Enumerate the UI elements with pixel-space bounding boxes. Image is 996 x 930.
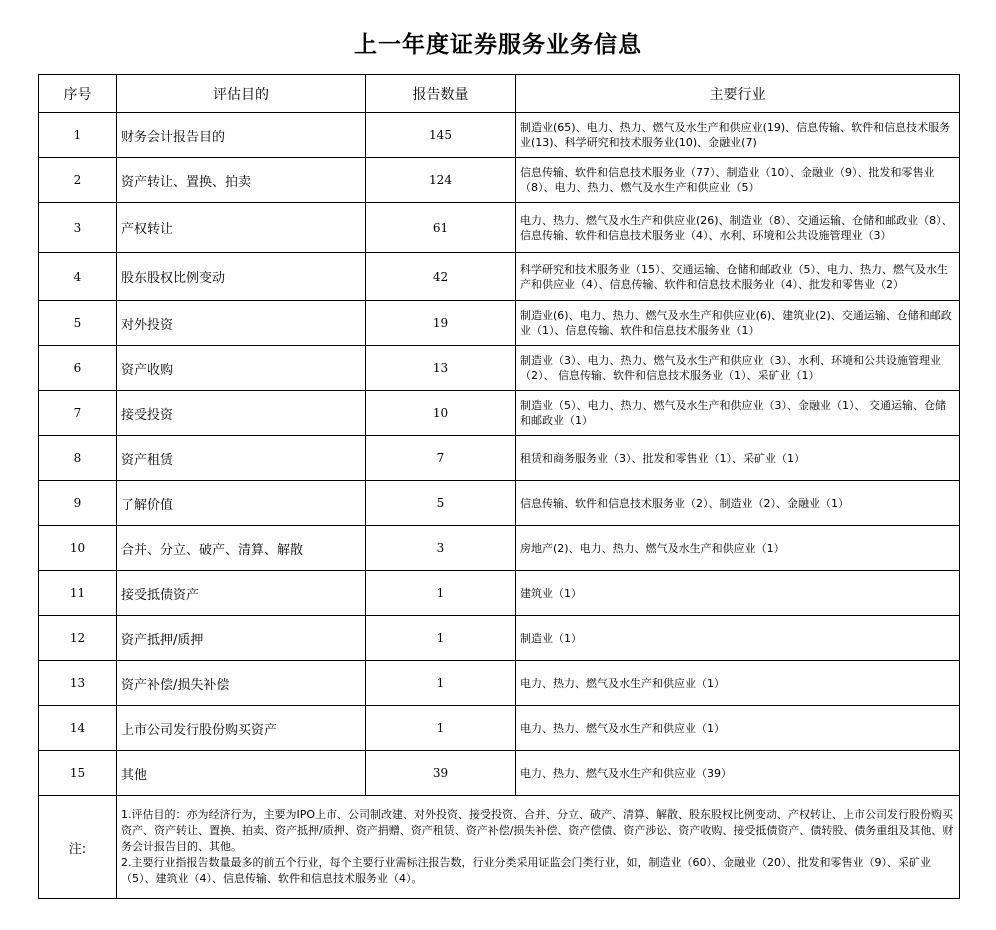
row-purpose: 资产收购 <box>117 346 366 391</box>
table-header-row <box>39 75 960 113</box>
note-line-1: 1.评估目的：亦为经济行为，主要为IPO上市、公司制改建、对外投资、接受投资、合并、分立、破产、清算、解散、股东股权比例变动、产权转让、上市公司发行股份购买资产、资产转让、置换、拍卖、资产抵押/质押、资产捐赠、资产租赁、资产补偿/损失补偿、资产偿债、资产涉讼、资产收购、接受抵债资产、债转股、债务重组及其他、财务会计报告目的、其他。 <box>121 808 954 853</box>
row-index: 11 <box>39 571 117 616</box>
row-industry: 制造业（1） <box>516 616 960 661</box>
row-industry: 电力、热力、燃气及水生产和供应业(26)、制造业（8）、交通运输、仓储和邮政业（8）、信息传输、软件和信息技术服务业（4）、水利、环境和公共设施管理业（3） <box>516 203 960 253</box>
header-index: 序号 <box>39 75 117 113</box>
table-row <box>39 391 960 436</box>
row-purpose: 资产抵押/质押 <box>117 616 366 661</box>
row-count: 3 <box>366 526 516 571</box>
row-purpose: 股东股权比例变动 <box>117 253 366 301</box>
row-count: 42 <box>366 253 516 301</box>
row-index: 7 <box>39 391 117 436</box>
table-row <box>39 616 960 661</box>
row-count: 61 <box>366 203 516 253</box>
table-row <box>39 301 960 346</box>
table-row <box>39 571 960 616</box>
note-line-2: 2.主要行业指报告数量最多的前五个行业，每个主要行业需标注报告数，行业分类采用证监会门类行业，如，制造业（60）、金融业（20）、批发和零售业（9）、采矿业（5）、建筑业（4）、信息传输、软件和信息技术服务业（4）。 <box>121 856 931 885</box>
row-index: 3 <box>39 203 117 253</box>
row-count: 5 <box>366 481 516 526</box>
row-purpose: 财务会计报告目的 <box>117 113 366 158</box>
row-purpose: 了解价值 <box>117 481 366 526</box>
row-industry: 制造业（3）、电力、热力、燃气及水生产和供应业（3）、水利、环境和公共设施管理业（2）、 信息传输、软件和信息技术服务业（1）、采矿业（1） <box>516 346 960 391</box>
row-index: 1 <box>39 113 117 158</box>
row-count: 13 <box>366 346 516 391</box>
row-count: 19 <box>366 301 516 346</box>
row-industry: 信息传输、软件和信息技术服务业（2）、制造业（2）、金融业（1） <box>516 481 960 526</box>
row-industry: 房地产(2)、电力、热力、燃气及水生产和供应业（1） <box>516 526 960 571</box>
row-purpose: 接受投资 <box>117 391 366 436</box>
row-purpose: 产权转让 <box>117 203 366 253</box>
row-purpose: 资产补偿/损失补偿 <box>117 661 366 706</box>
row-count: 7 <box>366 436 516 481</box>
table-row <box>39 661 960 706</box>
row-purpose: 资产租赁 <box>117 436 366 481</box>
row-industry: 租赁和商务服务业（3）、批发和零售业（1）、采矿业（1） <box>516 436 960 481</box>
header-industry: 主要行业 <box>516 75 960 113</box>
note-label: 注: <box>39 796 117 899</box>
page-title: 上一年度证券服务业务信息 <box>354 32 642 58</box>
row-count: 1 <box>366 661 516 706</box>
header-purpose: 评估目的 <box>117 75 366 113</box>
table-row <box>39 158 960 203</box>
row-index: 4 <box>39 253 117 301</box>
row-count: 39 <box>366 751 516 796</box>
row-purpose: 接受抵债资产 <box>117 571 366 616</box>
row-industry: 电力、热力、燃气及水生产和供应业（1） <box>516 706 960 751</box>
table-row <box>39 706 960 751</box>
table-row <box>39 113 960 158</box>
row-index: 15 <box>39 751 117 796</box>
row-purpose: 合并、分立、破产、清算、解散 <box>117 526 366 571</box>
row-index: 10 <box>39 526 117 571</box>
row-count: 10 <box>366 391 516 436</box>
row-index: 9 <box>39 481 117 526</box>
row-index: 2 <box>39 158 117 203</box>
row-purpose: 资产转让、置换、拍卖 <box>117 158 366 203</box>
row-count: 1 <box>366 616 516 661</box>
row-industry: 建筑业（1） <box>516 571 960 616</box>
row-index: 12 <box>39 616 117 661</box>
table-row <box>39 751 960 796</box>
table-row <box>39 253 960 301</box>
table-row <box>39 526 960 571</box>
row-count: 145 <box>366 113 516 158</box>
table-row <box>39 436 960 481</box>
row-industry: 电力、热力、燃气及水生产和供应业（39） <box>516 751 960 796</box>
table-body <box>39 113 960 796</box>
note-content <box>117 796 960 899</box>
table-row <box>39 346 960 391</box>
row-count: 1 <box>366 571 516 616</box>
row-count: 1 <box>366 706 516 751</box>
row-purpose: 上市公司发行股份购买资产 <box>117 706 366 751</box>
row-industry: 科学研究和技术服务业（15）、交通运输、仓储和邮政业（5）、电力、热力、燃气及水生产和供应业（4）、信息传输、软件和信息技术服务业（4）、批发和零售业（2） <box>516 253 960 301</box>
row-industry: 电力、热力、燃气及水生产和供应业（1） <box>516 661 960 706</box>
header-count: 报告数量 <box>366 75 516 113</box>
row-purpose: 其他 <box>117 751 366 796</box>
note-row <box>39 796 960 899</box>
row-industry: 制造业（5）、电力、热力、燃气及水生产和供应业（3）、金融业（1）、 交通运输、仓储和邮政业（1） <box>516 391 960 436</box>
row-index: 8 <box>39 436 117 481</box>
row-industry: 制造业(6)、电力、热力、燃气及水生产和供应业(6)、建筑业(2)、交通运输、仓储和邮政业（1）、信息传输、软件和信息技术服务业（1） <box>516 301 960 346</box>
row-index: 6 <box>39 346 117 391</box>
row-index: 13 <box>39 661 117 706</box>
row-industry: 信息传输、软件和信息技术服务业（77）、制造业（10）、金融业（9）、批发和零售业（8）、电力、热力、燃气及水生产和供应业（5） <box>516 158 960 203</box>
row-index: 5 <box>39 301 117 346</box>
row-index: 14 <box>39 706 117 751</box>
table-row <box>39 481 960 526</box>
service-info-table <box>38 74 960 899</box>
row-purpose: 对外投资 <box>117 301 366 346</box>
table-row <box>39 203 960 253</box>
row-count: 124 <box>366 158 516 203</box>
row-industry: 制造业(65)、电力、热力、燃气及水生产和供应业(19)、信息传输、软件和信息技术服务业(13)、科学研究和技术服务业(10)、金融业(7) <box>516 113 960 158</box>
